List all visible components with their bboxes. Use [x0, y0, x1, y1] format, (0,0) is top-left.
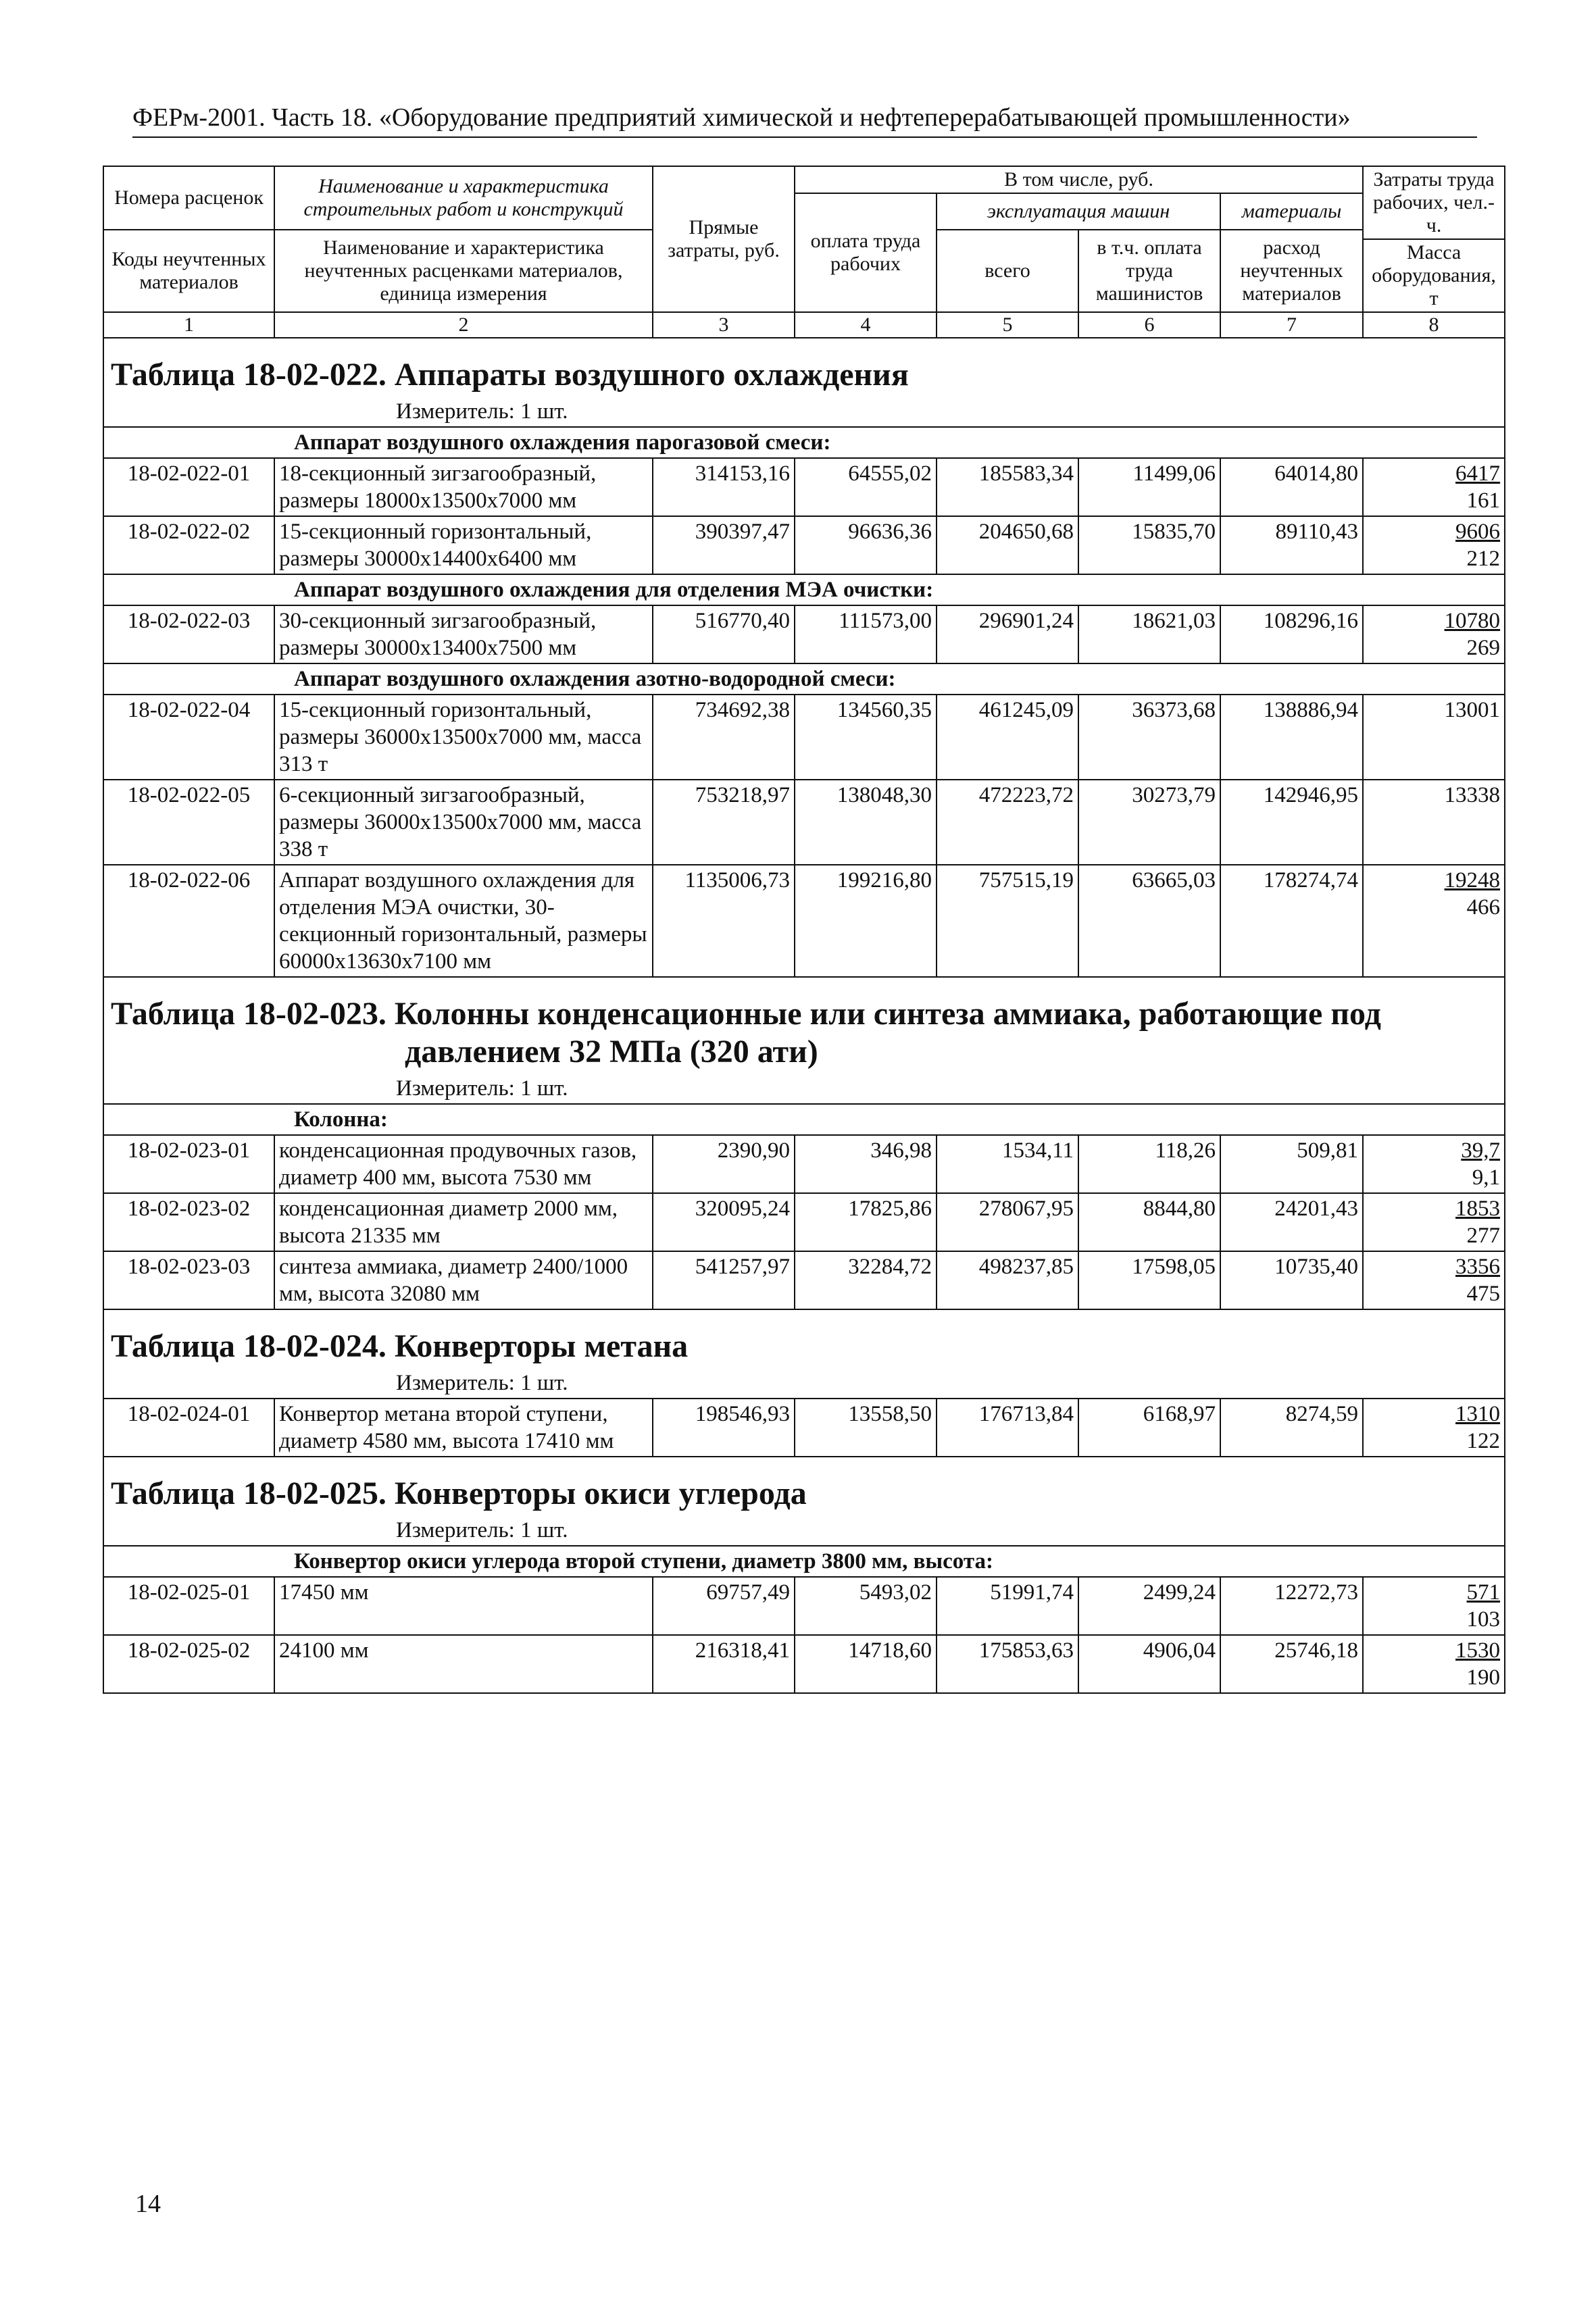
table-row	[103, 605, 1505, 663]
wages: 5493,02	[795, 1577, 937, 1635]
group-heading	[103, 1104, 1505, 1135]
materials-cost: 10735,40	[1220, 1251, 1363, 1309]
machinist-wages: 118,26	[1078, 1135, 1220, 1193]
price-table	[103, 166, 1505, 1694]
labor-hours: 13001	[1444, 698, 1501, 722]
machines-total: 757515,19	[937, 865, 1078, 977]
direct-costs: 516770,40	[653, 605, 795, 663]
direct-costs: 541257,97	[653, 1251, 795, 1309]
rate-code: 18-02-022-01	[103, 458, 274, 516]
work-name: 6-секционный зигзагообразный, размеры 36000x13500x7000 мм, масса 338 т	[274, 780, 653, 865]
colnum-3: 3	[653, 312, 795, 338]
group-heading-row	[103, 427, 1505, 458]
work-name: конденсационная диаметр 2000 мм, высота 21335 мм	[274, 1193, 653, 1251]
table-row	[103, 1399, 1505, 1457]
table-row	[103, 516, 1505, 574]
machines-total: 461245,09	[937, 695, 1078, 780]
machines-total: 498237,85	[937, 1251, 1078, 1309]
col8-header-bottom: Масса оборудования, т	[1363, 239, 1505, 312]
work-name: Аппарат воздушного охлаждения для отделения МЭА очистки, 30-секционный горизонтальный, размеры 60000x13630x7100 мм	[274, 865, 653, 977]
table-title	[103, 1457, 1505, 1515]
table-row	[103, 780, 1505, 865]
labor-hours: 1530	[1455, 1638, 1501, 1663]
wages: 346,98	[795, 1135, 937, 1193]
col5-header: всего	[937, 230, 1078, 312]
group-heading-text: Аппарат воздушного охлаждения для отделения МЭА очистки:	[294, 578, 934, 602]
meter-row	[103, 397, 1505, 427]
rate-code: 18-02-024-01	[103, 1399, 274, 1457]
materials-cost: 64014,80	[1220, 458, 1363, 516]
rate-code: 18-02-022-05	[103, 780, 274, 865]
wages: 96636,36	[795, 516, 937, 574]
table-title-row	[103, 977, 1505, 1074]
materials-cost: 89110,43	[1220, 516, 1363, 574]
meter-label: Измеритель: 1 шт.	[396, 399, 568, 424]
table-title	[103, 1309, 1505, 1368]
equipment-mass: 9,1	[1472, 1165, 1501, 1190]
work-name: 30-секционный зигзагообразный, размеры 30000x13400x7500 мм	[274, 605, 653, 663]
machinist-wages: 11499,06	[1078, 458, 1220, 516]
meter-label: Измеритель: 1 шт.	[396, 1371, 568, 1395]
wages: 14718,60	[795, 1635, 937, 1693]
work-name: 15-секционный горизонтальный, размеры 30000x14400x6400 мм	[274, 516, 653, 574]
meter-row	[103, 1074, 1505, 1104]
including-header: В том числе, руб.	[795, 166, 1363, 193]
labor-hours: 10780	[1444, 609, 1501, 633]
colnum-2: 2	[274, 312, 653, 338]
group-heading-row	[103, 574, 1505, 605]
work-name: Конвертор метана второй ступени, диаметр 4580 мм, высота 17410 мм	[274, 1399, 653, 1457]
materials-cost: 108296,16	[1220, 605, 1363, 663]
table-title-text: Таблица 18-02-022. Аппараты воздушного охлаждения	[111, 357, 909, 393]
col4-header: оплата труда рабочих	[795, 193, 937, 312]
machinist-wages: 4906,04	[1078, 1635, 1220, 1693]
rate-code: 18-02-025-02	[103, 1635, 274, 1693]
labor-hours: 6417	[1455, 461, 1501, 486]
machinist-wages: 36373,68	[1078, 695, 1220, 780]
table-title-text: Таблица 18-02-023. Колонны конденсационные или синтеза аммиака, работающие под	[111, 996, 1381, 1032]
group-heading	[103, 663, 1505, 695]
labor-hours: 39,7	[1461, 1138, 1501, 1163]
group-heading-text: Аппарат воздушного охлаждения парогазовой смеси:	[294, 430, 831, 455]
labor-hours: 9606	[1455, 520, 1501, 544]
wages: 134560,35	[795, 695, 937, 780]
group-heading-row	[103, 663, 1505, 695]
machines-total: 185583,34	[937, 458, 1078, 516]
materials-cost: 142946,95	[1220, 780, 1363, 865]
rate-code: 18-02-022-02	[103, 516, 274, 574]
col6-header: в т.ч. оплата труда машинистов	[1078, 230, 1220, 312]
equipment-mass: 277	[1466, 1224, 1501, 1248]
labor-and-mass	[1363, 605, 1505, 663]
labor-and-mass	[1363, 695, 1505, 780]
labor-and-mass	[1363, 1635, 1505, 1693]
col8-header-top: Затраты труда рабочих, чел.-ч.	[1363, 166, 1505, 239]
direct-costs: 314153,16	[653, 458, 795, 516]
equipment-mass: 466	[1466, 895, 1501, 920]
direct-costs: 734692,38	[653, 695, 795, 780]
machinist-wages: 8844,80	[1078, 1193, 1220, 1251]
machines-total: 51991,74	[937, 1577, 1078, 1635]
direct-costs: 216318,41	[653, 1635, 795, 1693]
rate-code: 18-02-023-02	[103, 1193, 274, 1251]
page-header: ФЕРм-2001. Часть 18. «Оборудование предприятий химической и нефтеперерабатывающей промышленности»	[132, 103, 1477, 138]
table-title-text: Таблица 18-02-025. Конверторы окиси углерода	[111, 1476, 807, 1511]
materials-cost: 25746,18	[1220, 1635, 1363, 1693]
work-name: синтеза аммиака, диаметр 2400/1000 мм, высота 32080 мм	[274, 1251, 653, 1309]
col1-header-top: Номера расценок	[103, 166, 274, 230]
rate-code: 18-02-022-04	[103, 695, 274, 780]
machines-header: эксплуатация машин	[937, 193, 1220, 230]
machinist-wages: 30273,79	[1078, 780, 1220, 865]
wages: 138048,30	[795, 780, 937, 865]
work-name: 24100 мм	[274, 1635, 653, 1693]
table-row	[103, 865, 1505, 977]
page-number: 14	[135, 2190, 161, 2218]
labor-and-mass	[1363, 1399, 1505, 1457]
labor-and-mass	[1363, 1577, 1505, 1635]
machinist-wages: 6168,97	[1078, 1399, 1220, 1457]
labor-hours: 571	[1466, 1580, 1501, 1605]
meter	[103, 397, 1505, 427]
table-title-text-line2: давлением 32 МПа (320 ати)	[405, 1034, 818, 1070]
materials-cost: 8274,59	[1220, 1399, 1363, 1457]
wages: 32284,72	[795, 1251, 937, 1309]
equipment-mass: 103	[1466, 1607, 1501, 1632]
labor-hours: 19248	[1444, 868, 1501, 892]
wages: 111573,00	[795, 605, 937, 663]
col7-header: расход неучтенных материалов	[1220, 230, 1363, 312]
table-title	[103, 338, 1505, 397]
equipment-mass: 212	[1466, 547, 1501, 571]
table-title-row	[103, 1457, 1505, 1515]
direct-costs: 2390,90	[653, 1135, 795, 1193]
direct-costs: 390397,47	[653, 516, 795, 574]
materials-cost: 509,81	[1220, 1135, 1363, 1193]
wages: 199216,80	[795, 865, 937, 977]
labor-and-mass	[1363, 865, 1505, 977]
labor-hours: 3356	[1455, 1255, 1501, 1279]
group-heading	[103, 1546, 1505, 1577]
table-title-text: Таблица 18-02-024. Конверторы метана	[111, 1328, 689, 1364]
direct-costs: 69757,49	[653, 1577, 795, 1635]
work-name: конденсационная продувочных газов, диаметр 400 мм, высота 7530 мм	[274, 1135, 653, 1193]
table-title-row	[103, 338, 1505, 397]
machines-total: 296901,24	[937, 605, 1078, 663]
table-title	[103, 977, 1505, 1074]
machinist-wages: 63665,03	[1078, 865, 1220, 977]
col3-header: Прямые затраты, руб.	[653, 166, 795, 312]
table-row	[103, 1577, 1505, 1635]
equipment-mass: 475	[1466, 1282, 1501, 1306]
group-heading-row	[103, 1546, 1505, 1577]
machines-total: 1534,11	[937, 1135, 1078, 1193]
labor-hours: 1853	[1455, 1197, 1501, 1221]
table-row	[103, 695, 1505, 780]
group-heading-text: Конвертор окиси углерода второй ступени, диаметр 3800 мм, высота:	[294, 1549, 993, 1574]
meter	[103, 1368, 1505, 1399]
machinist-wages: 18621,03	[1078, 605, 1220, 663]
table-row	[103, 458, 1505, 516]
meter-label: Измеритель: 1 шт.	[396, 1076, 568, 1101]
group-heading	[103, 427, 1505, 458]
equipment-mass: 190	[1466, 1665, 1501, 1690]
direct-costs: 753218,97	[653, 780, 795, 865]
meter	[103, 1074, 1505, 1104]
materials-cost: 178274,74	[1220, 865, 1363, 977]
labor-and-mass	[1363, 1135, 1505, 1193]
rate-code: 18-02-023-01	[103, 1135, 274, 1193]
direct-costs: 1135006,73	[653, 865, 795, 977]
materials-header: материалы	[1220, 193, 1363, 230]
machinist-wages: 15835,70	[1078, 516, 1220, 574]
wages: 13558,50	[795, 1399, 937, 1457]
colnum-1: 1	[103, 312, 274, 338]
column-numbers	[103, 312, 1505, 338]
col2-header-bottom: Наименование и характеристика неучтенных расценками материалов, единица измерения	[274, 230, 653, 312]
wages: 17825,86	[795, 1193, 937, 1251]
equipment-mass: 269	[1466, 636, 1501, 660]
group-heading-row	[103, 1104, 1505, 1135]
group-heading	[103, 574, 1505, 605]
equipment-mass: 122	[1466, 1429, 1501, 1453]
rate-code: 18-02-022-06	[103, 865, 274, 977]
group-heading-text: Аппарат воздушного охлаждения азотно-водородной смеси:	[294, 667, 896, 691]
machinist-wages: 17598,05	[1078, 1251, 1220, 1309]
machines-total: 175853,63	[937, 1635, 1078, 1693]
materials-cost: 138886,94	[1220, 695, 1363, 780]
rate-code: 18-02-022-03	[103, 605, 274, 663]
direct-costs: 198546,93	[653, 1399, 795, 1457]
labor-and-mass	[1363, 1193, 1505, 1251]
labor-hours: 1310	[1455, 1402, 1501, 1426]
machines-total: 278067,95	[937, 1193, 1078, 1251]
machines-total: 204650,68	[937, 516, 1078, 574]
work-name: 15-секционный горизонтальный, размеры 36000x13500x7000 мм, масса 313 т	[274, 695, 653, 780]
colnum-8: 8	[1363, 312, 1505, 338]
table-row	[103, 1251, 1505, 1309]
machinist-wages: 2499,24	[1078, 1577, 1220, 1635]
work-name: 17450 мм	[274, 1577, 653, 1635]
wages: 64555,02	[795, 458, 937, 516]
equipment-mass: 161	[1466, 488, 1501, 513]
colnum-7: 7	[1220, 312, 1363, 338]
meter-row	[103, 1368, 1505, 1399]
materials-cost: 12272,73	[1220, 1577, 1363, 1635]
machines-total: 176713,84	[937, 1399, 1078, 1457]
work-name: 18-секционный зигзагообразный, размеры 18000x13500x7000 мм	[274, 458, 653, 516]
labor-and-mass	[1363, 1251, 1505, 1309]
direct-costs: 320095,24	[653, 1193, 795, 1251]
table-row	[103, 1135, 1505, 1193]
materials-cost: 24201,43	[1220, 1193, 1363, 1251]
labor-hours: 13338	[1444, 783, 1501, 807]
machines-total: 472223,72	[937, 780, 1078, 865]
colnum-5: 5	[937, 312, 1078, 338]
group-heading-text: Колонна:	[294, 1107, 388, 1132]
labor-and-mass	[1363, 780, 1505, 865]
colnum-4: 4	[795, 312, 937, 338]
rate-code: 18-02-023-03	[103, 1251, 274, 1309]
colnum-6: 6	[1078, 312, 1220, 338]
table-row	[103, 1635, 1505, 1693]
meter-label: Измеритель: 1 шт.	[396, 1518, 568, 1542]
labor-and-mass	[1363, 458, 1505, 516]
col1-header-bottom: Коды неучтенных материалов	[103, 230, 274, 312]
col2-header-top: Наименование и характеристика строительных работ и конструкций	[274, 166, 653, 230]
meter	[103, 1515, 1505, 1546]
table-row	[103, 1193, 1505, 1251]
labor-and-mass	[1363, 516, 1505, 574]
table-title-row	[103, 1309, 1505, 1368]
meter-row	[103, 1515, 1505, 1546]
rate-code: 18-02-025-01	[103, 1577, 274, 1635]
